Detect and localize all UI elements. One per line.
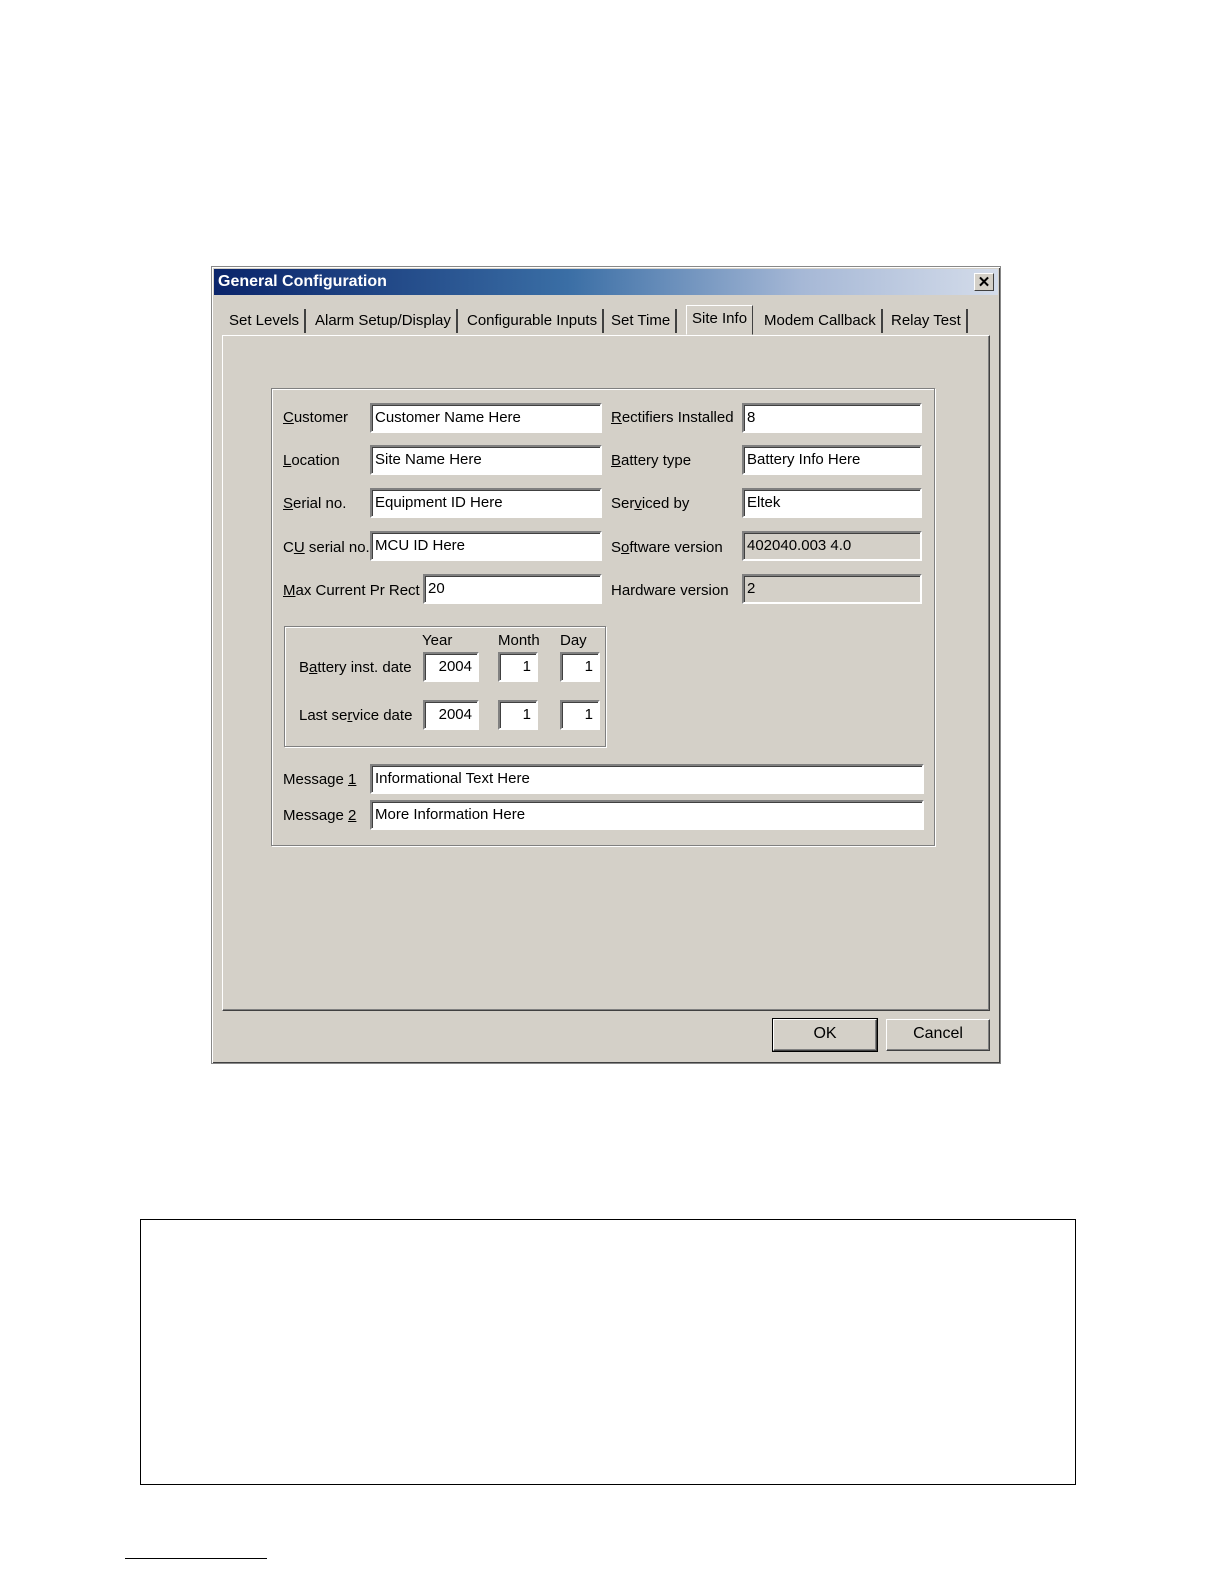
month-column-label: Month [498, 632, 540, 649]
last-service-date-label: Last service date [299, 707, 413, 724]
serviced-by-label: Serviced by [611, 495, 690, 512]
rectifiers-installed-field[interactable]: 8 [742, 403, 922, 433]
tab-relay-test[interactable]: Relay Test [886, 309, 968, 333]
note-box [140, 1219, 1076, 1485]
rectifiers-installed-label: Rectifiers Installed [611, 409, 734, 426]
site-info-panel [222, 335, 990, 1011]
title-bar [214, 269, 998, 295]
tab-alarm-setup-display[interactable]: Alarm Setup/Display [310, 309, 458, 333]
max-current-label: Max Current Pr Rect [283, 582, 420, 599]
hardware-version-field: 2 [742, 574, 922, 604]
battery-inst-year-field[interactable]: 2004 [423, 652, 479, 682]
close-icon[interactable]: ✕ [974, 273, 994, 291]
customer-field[interactable]: Customer Name Here [370, 403, 602, 433]
message-1-label: Message 1 [283, 771, 357, 788]
tab-set-levels[interactable]: Set Levels [224, 309, 306, 333]
site-info-group [271, 388, 935, 846]
customer-label: Customer [283, 409, 349, 426]
serviced-by-field[interactable]: Eltek [742, 488, 922, 518]
max-current-field[interactable]: 20 [423, 574, 602, 604]
battery-inst-date-label: Battery inst. date [299, 659, 412, 676]
tab-configurable-inputs[interactable]: Configurable Inputs [462, 309, 604, 333]
general-configuration-dialog [211, 266, 1001, 1064]
cancel-button[interactable]: Cancel [886, 1019, 990, 1051]
day-column-label: Day [560, 632, 587, 649]
hardware-version-label: Hardware version [611, 582, 729, 599]
last-service-year-field[interactable]: 2004 [423, 700, 479, 730]
battery-inst-day-field[interactable]: 1 [560, 652, 600, 682]
battery-type-field[interactable]: Battery Info Here [742, 445, 922, 475]
serial-no-field[interactable]: Equipment ID Here [370, 488, 602, 518]
battery-type-label: Battery type [611, 452, 692, 469]
message-2-field[interactable]: More Information Here [370, 800, 924, 830]
location-label: Location [283, 452, 340, 469]
ok-button[interactable]: OK [773, 1019, 877, 1051]
tab-site-info[interactable]: Site Info [686, 305, 753, 335]
software-version-label: Software version [611, 539, 723, 556]
battery-inst-month-field[interactable]: 1 [498, 652, 538, 682]
tab-set-time[interactable]: Set Time [606, 309, 677, 333]
cu-serial-no-field[interactable]: MCU ID Here [370, 531, 602, 561]
cu-serial-no-label: CU serial no. [283, 539, 370, 556]
serial-no-label: Serial no. [283, 495, 347, 512]
location-field[interactable]: Site Name Here [370, 445, 602, 475]
software-version-field: 402040.003 4.0 [742, 531, 922, 561]
message-2-label: Message 2 [283, 807, 357, 824]
tab-modem-callback[interactable]: Modem Callback [759, 309, 883, 333]
message-1-field[interactable]: Informational Text Here [370, 764, 924, 794]
footnote-separator [125, 1558, 267, 1559]
last-service-day-field[interactable]: 1 [560, 700, 600, 730]
year-column-label: Year [422, 632, 453, 649]
dates-group [284, 626, 606, 747]
window-title: General Configuration [218, 273, 387, 290]
last-service-month-field[interactable]: 1 [498, 700, 538, 730]
